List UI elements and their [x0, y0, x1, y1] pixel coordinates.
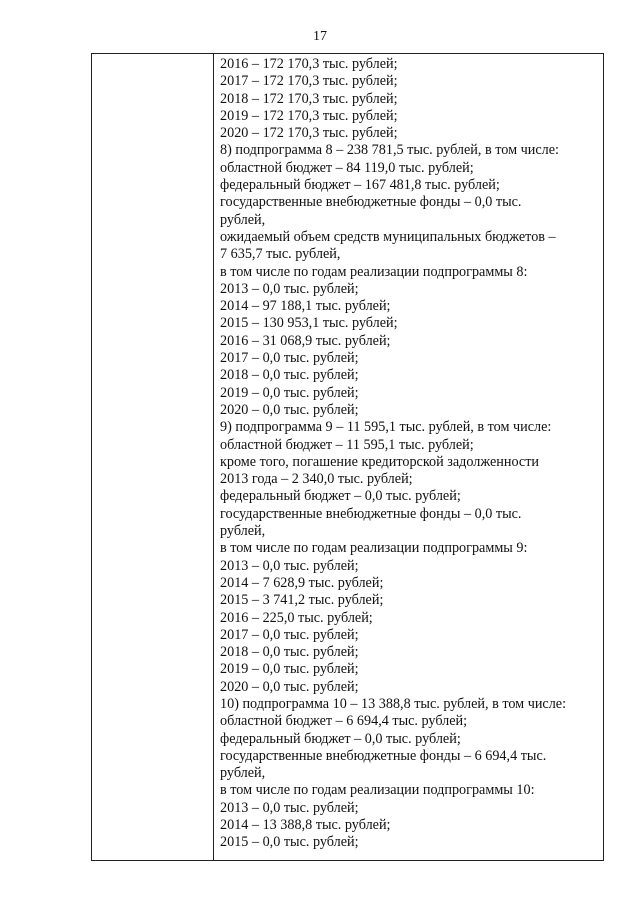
text-line: 2014 – 7 628,9 тыс. рублей; — [220, 574, 384, 591]
text-line: 2018 – 0,0 тыс. рублей; — [220, 644, 359, 661]
text-line: областной бюджет – 11 595,1 тыс. рублей; — [220, 436, 474, 453]
text-line: в том числе по годам реализации подпрограммы 10: — [220, 782, 535, 799]
text-line: 2016 – 225,0 тыс. рублей; — [220, 609, 373, 626]
text-line: 2013 – 0,0 тыс. рублей; — [220, 280, 359, 297]
text-line: 8) подпрограмма 8 – 238 781,5 тыс. рублей, в том числе: — [220, 142, 559, 159]
text-line: 9) подпрограмма 9 – 11 595,1 тыс. рублей, в том числе: — [220, 419, 552, 436]
text-line: федеральный бюджет – 0,0 тыс. рублей; — [220, 730, 461, 747]
text-line: федеральный бюджет – 167 481,8 тыс. рублей; — [220, 177, 500, 194]
text-line: рублей, — [220, 523, 266, 540]
text-line: рублей, — [220, 765, 266, 782]
text-line: областной бюджет – 84 119,0 тыс. рублей; — [220, 159, 474, 176]
text-line: 7 635,7 тыс. рублей, — [220, 246, 341, 263]
text-line: 2013 года – 2 340,0 тыс. рублей; — [220, 471, 413, 488]
text-line: 2013 – 0,0 тыс. рублей; — [220, 799, 359, 816]
text-line: 2013 – 0,0 тыс. рублей; — [220, 557, 359, 574]
text-line: 2019 – 172 170,3 тыс. рублей; — [220, 107, 398, 124]
text-line: 2020 – 0,0 тыс. рублей; — [220, 401, 359, 418]
text-line: 2016 – 31 068,9 тыс. рублей; — [220, 332, 391, 349]
text-line: 2019 – 0,0 тыс. рублей; — [220, 661, 359, 678]
table-right-column — [214, 54, 603, 860]
text-line: 2016 – 172 170,3 тыс. рублей; — [220, 56, 398, 72]
text-line: 2018 – 0,0 тыс. рублей; — [220, 367, 359, 384]
text-line: 2017 – 172 170,3 тыс. рублей; — [220, 73, 398, 90]
text-line: государственные внебюджетные фонды – 6 694,4 тыс. — [220, 747, 547, 764]
text-line: 2015 – 130 953,1 тыс. рублей; — [220, 315, 398, 332]
text-line: 2017 – 0,0 тыс. рублей; — [220, 350, 359, 367]
text-line: 2014 – 97 188,1 тыс. рублей; — [220, 298, 391, 315]
text-line: 10) подпрограмма 10 – 13 388,8 тыс. рублей, в том числе: — [220, 695, 567, 712]
text-line: государственные внебюджетные фонды – 0,0 тыс. — [220, 194, 522, 211]
text-line: 2020 – 172 170,3 тыс. рублей; — [220, 125, 398, 142]
text-line: 2015 – 3 741,2 тыс. рублей; — [220, 592, 384, 609]
text-line: 2015 – 0,0 тыс. рублей; — [220, 834, 359, 851]
text-line: государственные внебюджетные фонды – 0,0 тыс. — [220, 505, 522, 522]
text-line: 2018 – 172 170,3 тыс. рублей; — [220, 90, 398, 107]
text-line: 2020 – 0,0 тыс. рублей; — [220, 678, 359, 695]
text-line: ожидаемый объем средств муниципальных бюджетов – — [220, 228, 556, 245]
text-line: в том числе по годам реализации подпрограммы 8: — [220, 263, 528, 280]
text-line: 2019 – 0,0 тыс. рублей; — [220, 384, 359, 401]
document-table — [91, 53, 604, 861]
page-number: 17 — [313, 29, 327, 44]
text-line: рублей, — [220, 211, 266, 228]
text-line: кроме того, погашение кредиторской задолженности — [220, 453, 539, 470]
text-line: областной бюджет – 6 694,4 тыс. рублей; — [220, 713, 468, 730]
text-line: 2017 – 0,0 тыс. рублей; — [220, 626, 359, 643]
text-line: в том числе по годам реализации подпрограммы 9: — [220, 540, 528, 557]
table-left-column — [92, 54, 214, 860]
text-line: 2014 – 13 388,8 тыс. рублей; — [220, 817, 391, 834]
text-line: федеральный бюджет – 0,0 тыс. рублей; — [220, 488, 461, 505]
